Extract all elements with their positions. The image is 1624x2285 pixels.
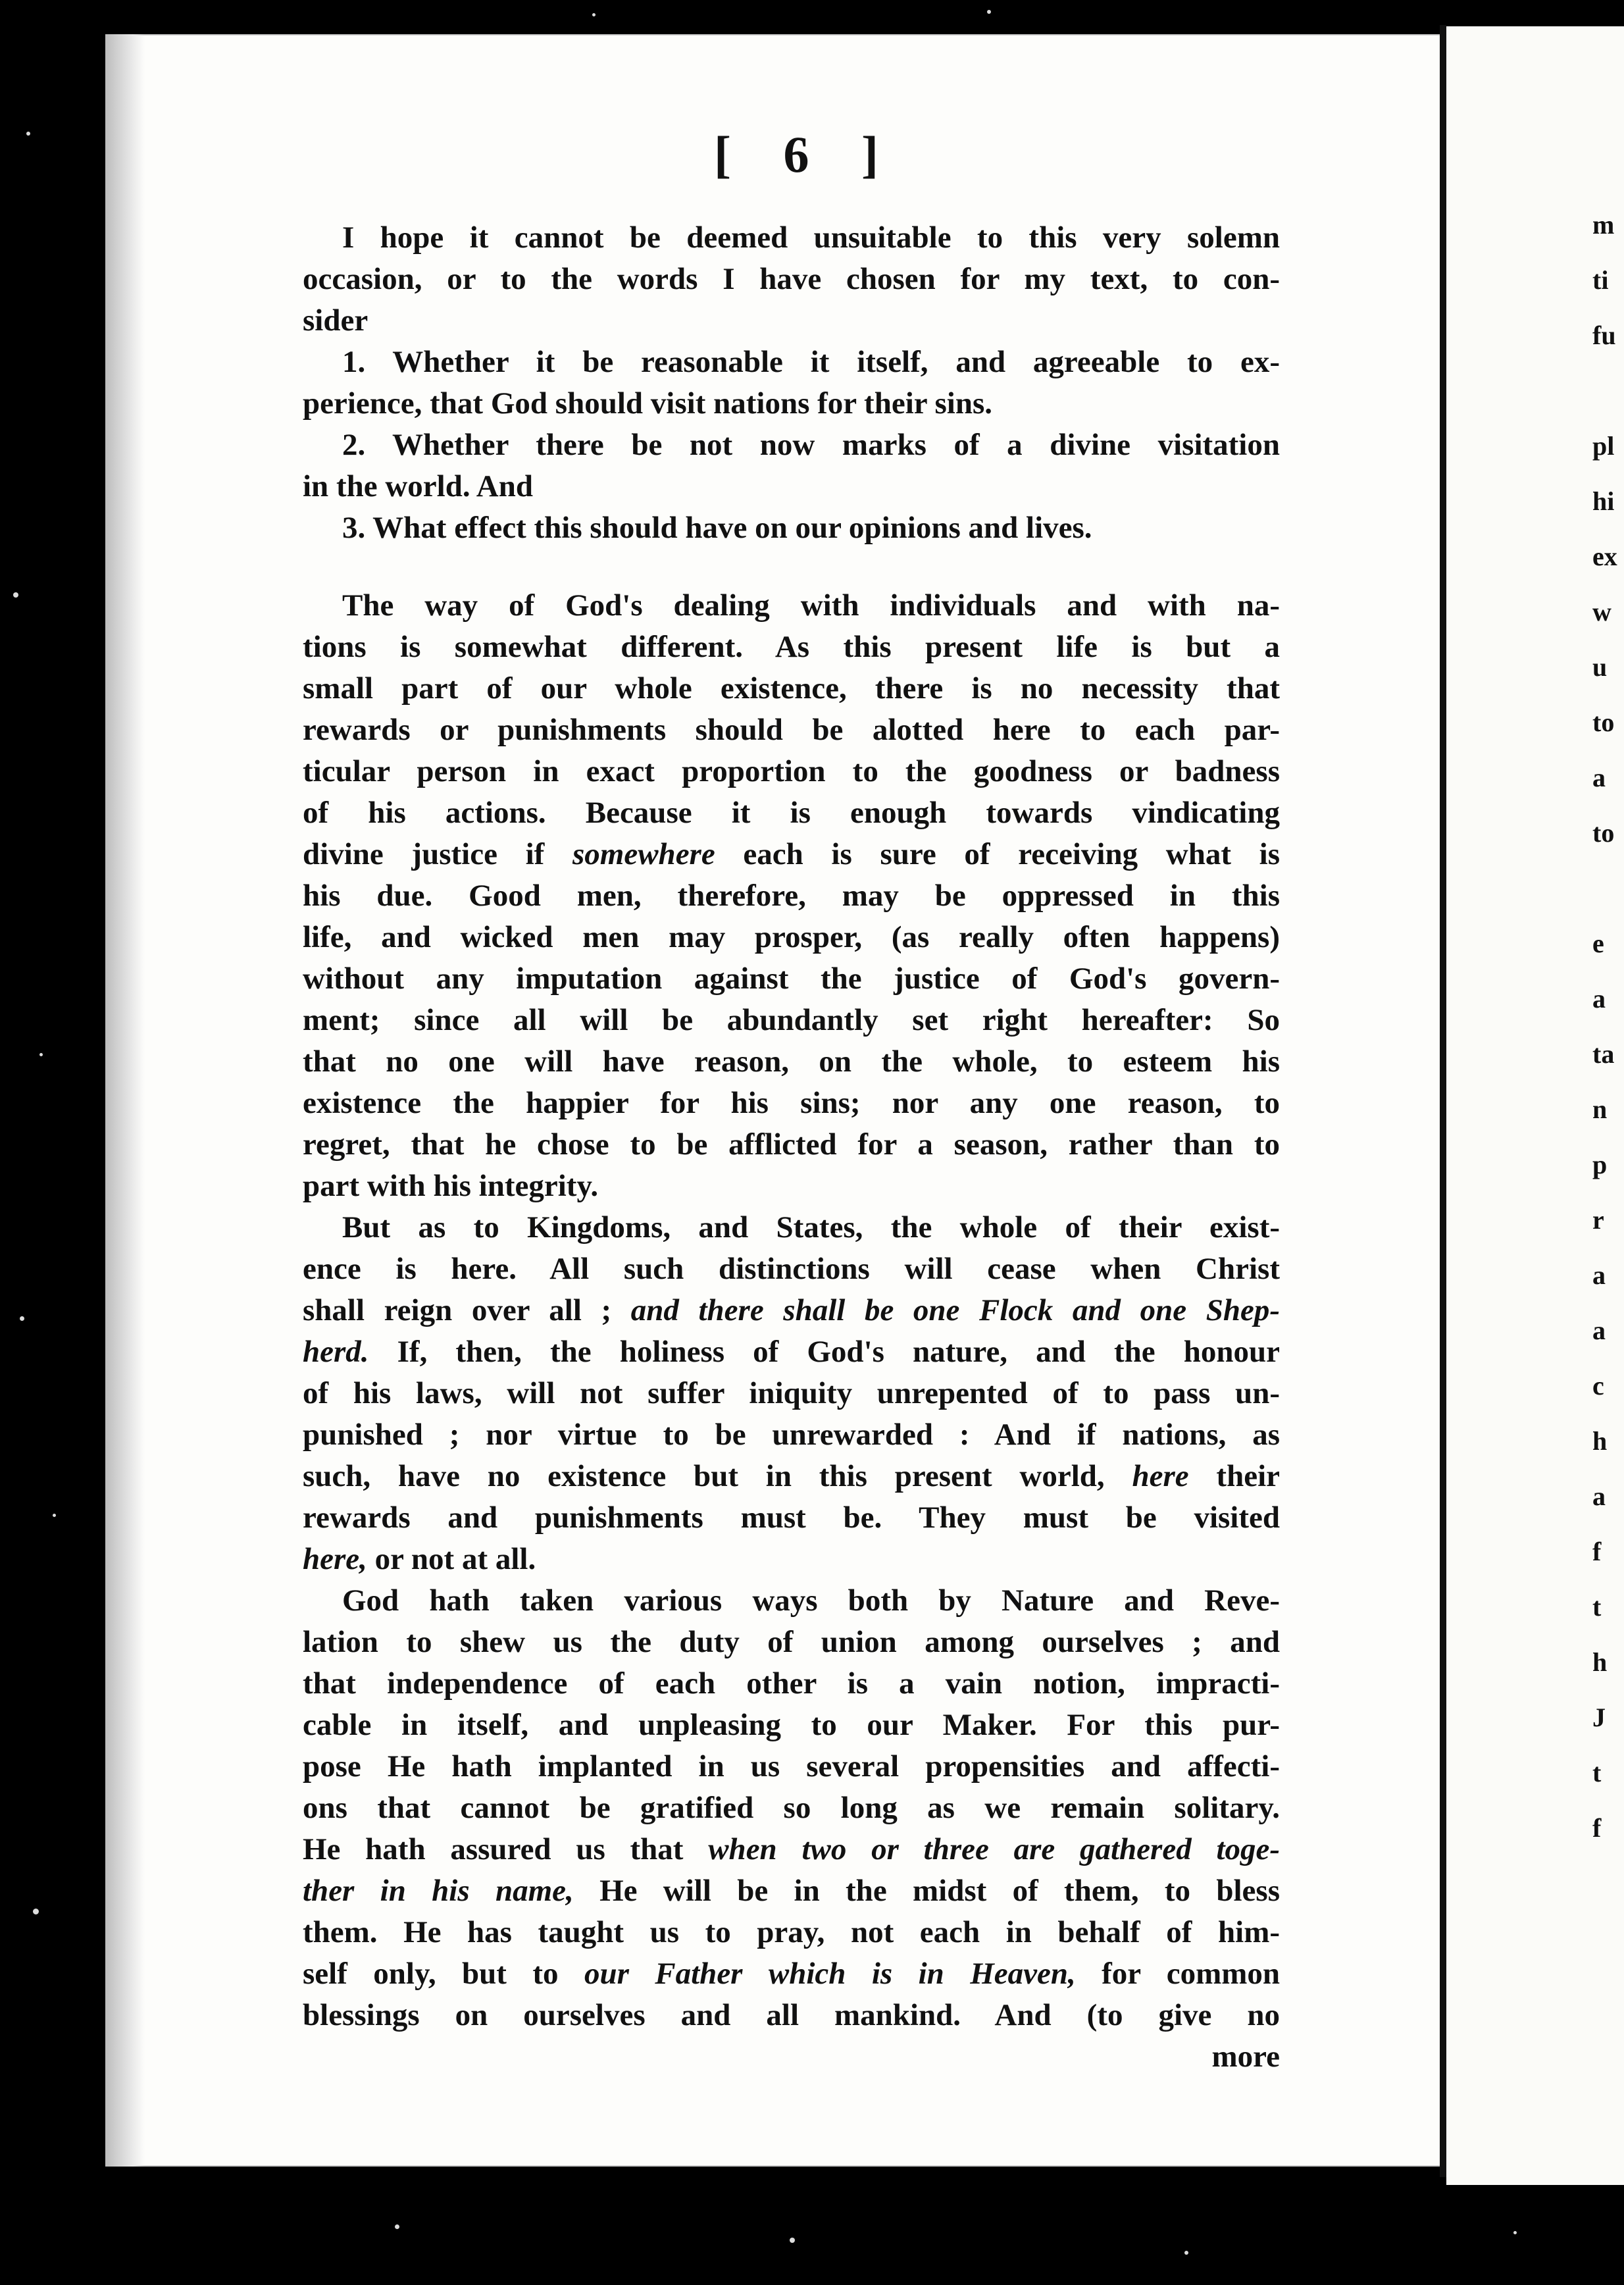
film-speck <box>987 10 991 14</box>
facing-page-fragment: h <box>1592 1426 1608 1456</box>
facing-page-text-fragments <box>1592 197 1624 1856</box>
film-speck <box>33 1909 39 1914</box>
film-speck <box>592 13 596 16</box>
text-line: them. He has taught us to pray, not each in behalf of him- <box>303 1915 1280 1949</box>
facing-page-fragment: f <box>1592 1537 1602 1566</box>
text-line <box>303 1290 1280 1331</box>
text-line: in the world. And <box>303 469 533 503</box>
text-italic: somewhere <box>572 837 715 871</box>
text-line: without any imputation against the justice of God's govern- <box>303 962 1280 996</box>
facing-page-fragment: pl <box>1592 431 1615 461</box>
facing-page-fragment: e <box>1592 929 1604 958</box>
facing-page-fragment: ti <box>1592 265 1609 295</box>
text-line: rewards or punishments should be alotted here to each par- <box>303 713 1280 747</box>
page-gutter-shadow <box>105 34 145 2167</box>
text-line: ment; since all will be abundantly set right hereafter: So <box>303 1003 1280 1037</box>
text-italic: our Father which is in Heaven, <box>584 1957 1076 1991</box>
facing-page-fragment: a <box>1592 1316 1606 1345</box>
facing-page-fragment: p <box>1592 1150 1608 1179</box>
text-italic: ther in his name, <box>303 1874 574 1908</box>
text-line <box>303 834 1280 875</box>
text-roman: shall reign over all ; <box>303 1293 631 1327</box>
text-line: small part of our whole existence, there is no necessity that <box>303 671 1280 706</box>
text-roman: such, have no existence but in this present world, <box>303 1459 1132 1493</box>
text-italic: and there shall be one Flock and one Shep- <box>630 1293 1280 1327</box>
text-roman: He hath assured us that <box>303 1832 709 1866</box>
text-roman: If, then, the holiness of God's nature, and the honour <box>368 1335 1280 1369</box>
body-text <box>303 217 1280 2078</box>
text-line: existence the happier for his sins; nor any one reason, to <box>303 1086 1280 1120</box>
text-italic: herd. <box>303 1335 369 1369</box>
text-line <box>303 1870 1280 1912</box>
film-speck <box>26 132 30 136</box>
text-line <box>303 1829 1280 1870</box>
facing-page-fragment: ex <box>1592 542 1617 571</box>
facing-page-fragment: w <box>1592 597 1611 627</box>
text-line: ons that cannot be gratified so long as we remain solitary. <box>303 1791 1280 1825</box>
facing-page-fragment <box>1592 363 1624 419</box>
text-line: 1. Whether it be reasonable it itself, and agreeable to ex- <box>342 345 1280 379</box>
text-line: I hope it cannot be deemed unsuitable to this very solemn <box>342 220 1280 255</box>
film-speck <box>1184 2251 1188 2255</box>
text-line: ticular person in exact proportion to the goodness or badness <box>303 754 1280 788</box>
film-speck <box>53 1514 56 1517</box>
facing-page-fragment: m <box>1592 210 1615 240</box>
text-line: rewards and punishments must be. They must be visited <box>303 1501 1280 1535</box>
film-speck <box>790 2238 795 2243</box>
film-speck <box>395 2224 399 2229</box>
facing-page-fragment: f <box>1592 1813 1602 1843</box>
text-roman: divine justice if <box>303 837 572 871</box>
text-roman: He will be in the midst of them, to bless <box>573 1874 1280 1908</box>
text-line: that no one will have reason, on the whole, to esteem his <box>303 1044 1280 1079</box>
text-line: sider <box>303 303 368 338</box>
facing-page-fragment <box>1592 861 1624 916</box>
facing-page-fragment: u <box>1592 652 1608 682</box>
film-speck <box>20 1316 24 1321</box>
facing-page-fragment: h <box>1592 1647 1608 1677</box>
film-speck <box>39 1053 43 1056</box>
text-line: part with his integrity. <box>303 1169 599 1203</box>
film-speck <box>1513 2231 1517 2234</box>
facing-page-fragment: fu <box>1592 321 1616 350</box>
page-number-header: [ 6 ] <box>714 126 898 183</box>
facing-page-fragment: n <box>1592 1094 1608 1124</box>
text-line: cable in itself, and unpleasing to our Maker. For this pur- <box>303 1708 1280 1742</box>
text-roman: for common <box>1075 1957 1281 1991</box>
text-line <box>303 1456 1280 1497</box>
facing-page-fragment: t <box>1592 1758 1602 1787</box>
text-line: occasion, or to the words I have chosen for my text, to con- <box>303 262 1280 296</box>
text-line <box>303 1539 1280 1580</box>
facing-page-fragment: c <box>1592 1371 1604 1400</box>
facing-page-fragment: a <box>1592 1481 1606 1511</box>
text-roman: each is sure of receiving what is <box>715 837 1281 871</box>
text-roman: their <box>1188 1459 1280 1493</box>
text-line: of his laws, will not suffer iniquity unrepented of to pass un- <box>303 1376 1280 1410</box>
facing-page-fragment: r <box>1592 1205 1604 1235</box>
text-line <box>303 1331 1280 1373</box>
paragraph-gap <box>303 549 1280 585</box>
text-roman: or not at all. <box>367 1542 536 1576</box>
text-line: God hath taken various ways both by Nature and Reve- <box>342 1583 1280 1618</box>
text-italic: here, <box>303 1542 367 1576</box>
facing-page-fragment: hi <box>1592 486 1615 516</box>
text-line: of his actions. Because it is enough towards vindicating <box>303 796 1280 830</box>
text-italic: when two or three are gathered toge- <box>708 1832 1281 1866</box>
text-line: lation to shew us the duty of union among ourselves ; and <box>303 1625 1280 1659</box>
text-line: pose He hath implanted in us several propensities and affecti- <box>303 1749 1280 1784</box>
facing-page-fragment: a <box>1592 763 1606 792</box>
text-line: more <box>1211 2040 1280 2074</box>
text-line: that independence of each other is a vain notion, impracti- <box>303 1666 1280 1701</box>
text-line: punished ; nor virtue to be unrewarded : And if nations, as <box>303 1418 1280 1452</box>
facing-page-fragment: a <box>1592 1260 1606 1290</box>
text-line: The way of God's dealing with individuals and with na- <box>342 588 1280 623</box>
text-line: 2. Whether there be not now marks of a divine visitation <box>342 428 1280 462</box>
text-line: blessings on ourselves and all mankind. And (to give no <box>303 1998 1280 2032</box>
page-fold-edge <box>1440 25 1446 2177</box>
facing-page-fragment: J <box>1592 1703 1606 1732</box>
text-line: perience, that God should visit nations for their sins. <box>303 386 993 421</box>
text-line: But as to Kingdoms, and States, the whole of their exist- <box>342 1210 1280 1245</box>
facing-page-fragment: ta <box>1592 1039 1615 1069</box>
facing-page-fragment: to <box>1592 707 1615 737</box>
facing-page-fragment: to <box>1592 818 1615 848</box>
film-speck <box>13 592 18 598</box>
facing-page-fragment: t <box>1592 1592 1602 1622</box>
text-line: his due. Good men, therefore, may be oppressed in this <box>303 879 1280 913</box>
facing-page-fragment: a <box>1592 984 1606 1014</box>
text-line: 3. What effect this should have on our opinions and lives. <box>342 511 1092 545</box>
text-line: tions is somewhat different. As this present life is but a <box>303 630 1280 664</box>
text-italic: here <box>1132 1459 1189 1493</box>
text-line <box>303 1953 1280 1995</box>
text-line: regret, that he chose to be afflicted for a season, rather than to <box>303 1127 1280 1162</box>
text-line: life, and wicked men may prosper, (as really often happens) <box>303 920 1280 954</box>
text-roman: self only, but to <box>303 1957 584 1991</box>
text-line: ence is here. All such distinctions will cease when Christ <box>303 1252 1280 1286</box>
